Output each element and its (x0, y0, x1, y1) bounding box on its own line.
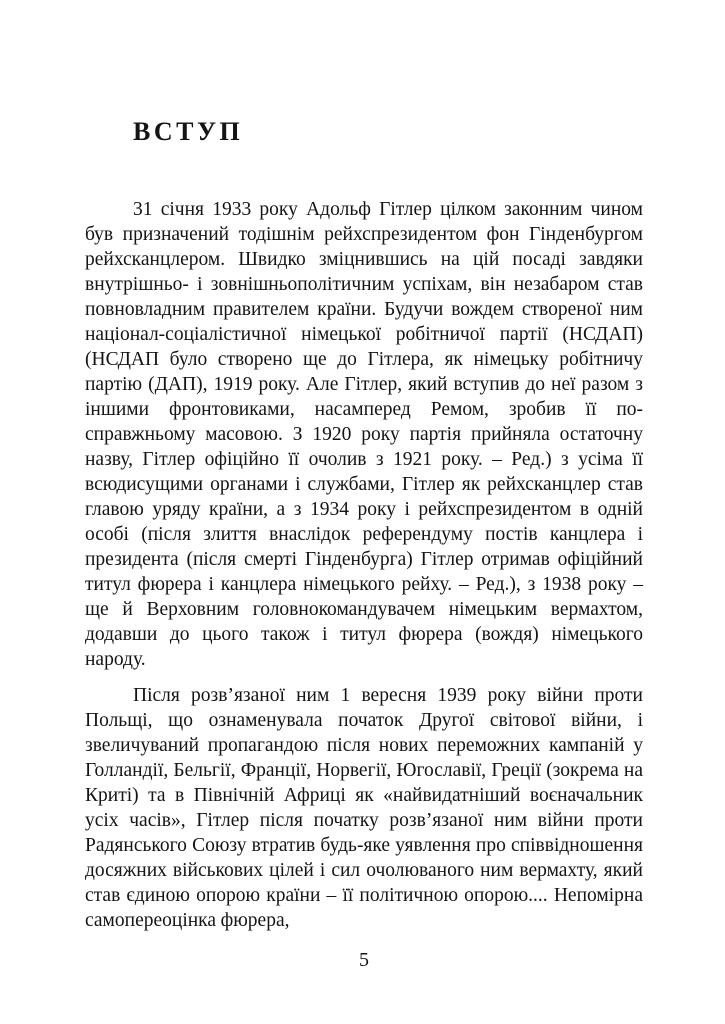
page-content (85, 118, 643, 933)
paragraph: Після розв’язаної ним 1 вересня 1939 року війни проти Польщі, що ознаменувала початок Другої світової війни, і звеличуваний пропагандою після нових переможних кампаній у Голландії, Бельгії, Франції, Норвегії, Югославії, Греції (зокрема на Криті) та в Північній Африці як «найвидатніший воєначальник усіх часів», Гітлер після початку розв’язаної ним війни проти Радянського Союзу втратив будь-яке уявлення про співвідношення досяжних військових цілей і сил очолюваного ним вермахту, який став єдиною опорою країни – її політичною опорою.... Непомірна самопереоцінка фюрера, (85, 684, 643, 931)
page-number: 5 (359, 949, 369, 971)
paragraph: 31 січня 1933 року Адольф Гітлер цілком законним чином був призначений тодішнім рейхспрезидентом фон Гінденбургом рейхсканцлером. Швидко зміцнившись на цій посаді завдяки внутрішньо- і зовнішньополітичним успіхам, він незабаром став повновладним правителем країни. Будучи вождем створеної ним націонал-соціалістичної німецької робітничої партії (НСДАП) (НСДАП було створено ще до Гітлера, як німецьку робітничу партію (ДАП), 1919 року. Але Гітлер, який вступив до неї разом з іншими фронтовиками, насамперед Ремом, зробив її по-справжньому масовою. З 1920 року партія прийняла остаточну назву, Гітлер офіційно її очолив з 1921 року. – Ред.) з усіма її всюдисущими органами і службами, Гітлер як рейхсканцлер став главою уряду країни, а з 1934 року і рейхспрезидентом в одній особі (після злиття внаслідок референдуму постів канцлера і президента (після смерті Гінденбурга) Гітлер отримав офіційний титул фюрера і канцлера німецького рейху. – Ред.), з 1938 року – ще й Верховним головнокомандувачем німецьким вермахтом, додавши до цього також і титул фюрера (вождя) німецького народу. (85, 198, 643, 670)
chapter-title: ВСТУП (133, 117, 244, 146)
